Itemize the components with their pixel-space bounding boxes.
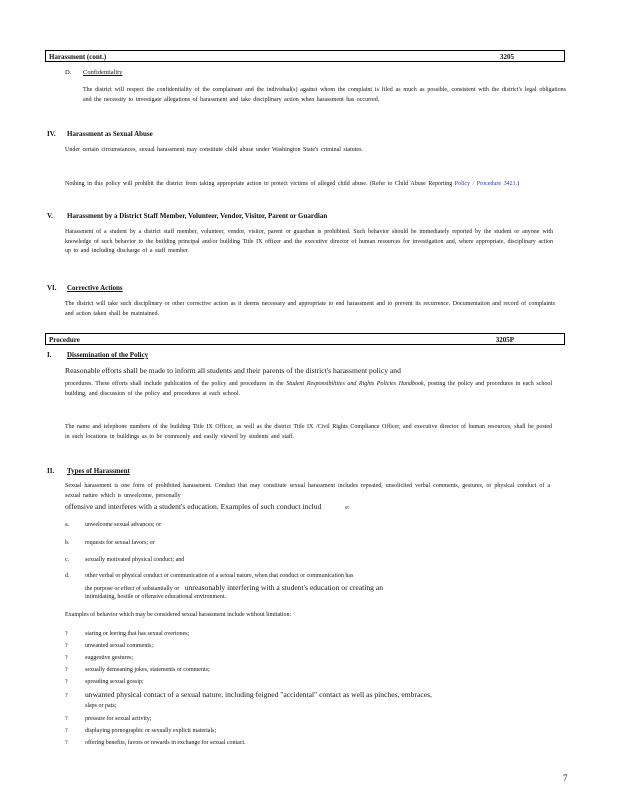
confidentiality-text: The district will respect the confidentiality of the complainant and the individual(s) against whom the complaint is filed as much as possible, consistent with the district's legal obligations and the necessity to investigate allegations of harassment and take disciplinary action when harassment has occurred. — [83, 87, 566, 103]
procedure-header-title: Procedure — [49, 336, 80, 344]
bullet-item: ? spreading sexual gossip; — [65, 679, 144, 685]
bullet-item: ? pressure for sexual activity; — [65, 716, 152, 722]
list-item-a: a. unwelcome sexual advances; or — [65, 522, 162, 528]
subsection-d-heading: D. Confidentiality — [65, 69, 123, 76]
procedure-i-title: Dissemination of the Policy — [67, 351, 149, 359]
list-item-d-line-3: intimidating, hostile or offensive educational environment. — [85, 594, 227, 600]
bullet-item: ? sexually demeaning jokes, statements or comments; — [65, 667, 210, 673]
corrective-actions-text: The district will take such disciplinary or other corrective action as it deems necessary and appropriate to end harassment and to prevent its recurrence. Documentation and record of complaints and action taken shall be maintained. — [65, 301, 555, 317]
sexual-abuse-text-2: Nothing in this policy will prohibit the district from taking appropriate action to protect victims of alleged child abuse. (Refer to Child Abuse Reporting Policy / Procedure 3421.) — [65, 181, 520, 187]
dissemination-text: procedures. These efforts shall include publication of the policy and procedures in the Student Responsibilities and Rights Policies Handbook, posting the policy and procedures in each school building, and discussion of the policy and procedures at each school. — [65, 381, 552, 397]
types-text-cont: offensive and interferes with a student's education. Examples of such conduct includ e: — [65, 502, 350, 511]
handbook-title: Student Responsibilities and Rights Policies Handbook — [286, 381, 424, 387]
section-iv-heading: IV. Harassment as Sexual Abuse — [47, 130, 153, 138]
title-ix-contact-text: The name and telephone numbers of the building Title IX Officer, as well as the district Title IX /Civil Rights Compliance Officer, and executive director of human resources, shall be posted in such locations in buildings as to be commonly and easily viewed by students and staff. — [65, 424, 552, 440]
types-text: Sexual harassment is one form of prohibited harassment. Conduct that may constitute sexual harassment includes repeated, unsolicited verbal comments, gestures, or physical conduct of a sexual nature which is unwelcome, personally — [65, 483, 550, 499]
section-vi-title: Corrective Actions — [67, 284, 123, 292]
section-iv-title: Harassment as Sexual Abuse — [67, 130, 153, 138]
bullet-item: ? suggestive gestures; — [65, 655, 134, 661]
bullet-item: ? staring or leering that has sexual overtones; — [65, 631, 190, 637]
sexual-abuse-text-1: Under certain circumstances, sexual harassment may constitute child abuse under Washington State's criminal statutes. — [65, 147, 363, 153]
procedure-ii-title: Types of Harassment — [67, 467, 130, 475]
bullet-item-cont: slaps or pats; — [85, 703, 117, 709]
section-vi-heading: VI. Corrective Actions — [47, 284, 123, 292]
policy-3421-link[interactable]: Policy / Procedure 3421 — [454, 181, 516, 187]
procedure-ii-heading: II. Types of Harassment — [47, 467, 130, 475]
bullet-item: ? offering benefits, favors or rewards in exchange for sexual contact. — [65, 740, 246, 746]
section-v-title: Harassment by a District Staff Member, Volunteer, Vendor, Visitor, Parent or Guardian — [67, 212, 328, 220]
header-number: 3205 — [500, 53, 514, 61]
bullet-item: ? unwanted physical contact of a sexual nature, including feigned "accidental" contact as well as pinches, embraces, — [65, 690, 432, 699]
section-header-procedure — [45, 333, 565, 345]
list-item-d: d. other verbal or physical conduct or communication of a sexual nature, when that conduct or communication has — [65, 573, 354, 579]
dissemination-lead: Reasonable efforts shall be made to inform all students and their parents of the district's harassment policy and — [65, 366, 401, 375]
bullet-item: ? unwanted sexual comments; — [65, 643, 153, 649]
list-item-b: b. requests for sexual favors; or — [65, 540, 155, 546]
header-title: Harassment (cont.) — [49, 53, 107, 61]
list-item-d-line-2: the purpose or effect of substantially or unreasonably interfering with a student's education or creating an — [85, 583, 384, 592]
list-item-c: c. sexually motivated physical conduct; and — [65, 557, 185, 563]
subsection-d-title: Confidentiality — [83, 69, 123, 76]
staff-harassment-text: Harassment of a student by a district staff member, volunteer, vendor, visitor, parent or guardian is prohibited. Such behavior should be immediately reported by the student or anyone with knowledge of such behavior to the building principal and/or building Title IX officer and the executive director of human resources for investigation and, where appropriate, disciplinary action up to and including discharge of a staff member. — [65, 229, 553, 255]
procedure-i-heading: I. Dissemination of the Policy — [47, 351, 149, 359]
page-number: 7 — [563, 773, 568, 783]
examples-lead: Examples of behavior which may be considered sexual harassment include without limitation: — [65, 612, 292, 618]
procedure-header-number: 3205P — [495, 336, 514, 344]
section-header-policy — [45, 50, 565, 62]
bullet-item: ? displaying pornographic or sexually explicit materials; — [65, 728, 217, 734]
section-v-heading: V. Harassment by a District Staff Member, Volunteer, Vendor, Visitor, Parent or Guardian — [47, 212, 328, 220]
